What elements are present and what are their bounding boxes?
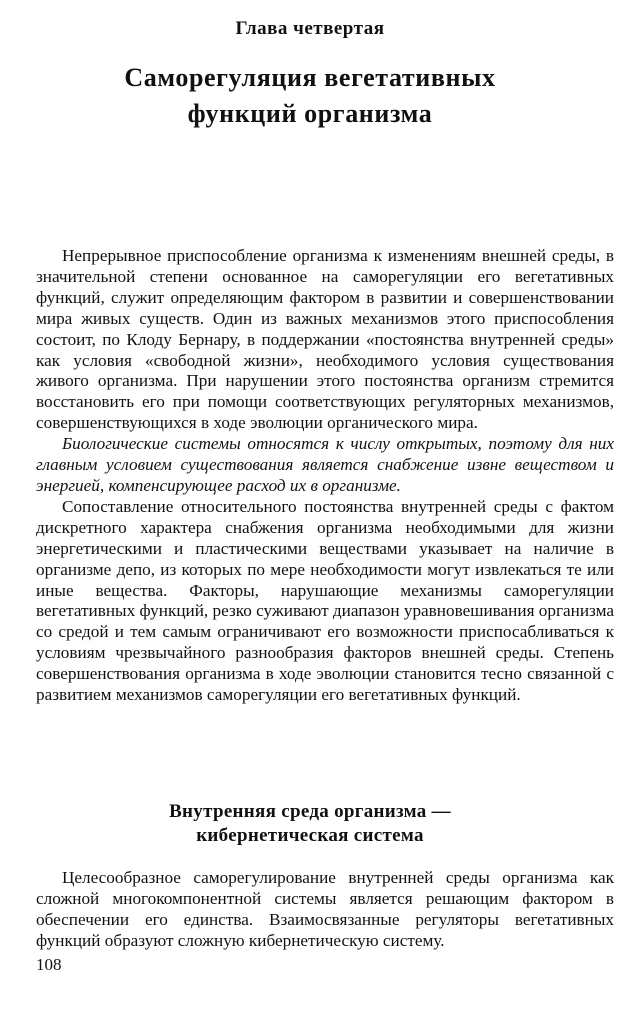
chapter-title-line-1: Саморегуляция вегетативных — [124, 63, 496, 92]
chapter-title — [0, 60, 620, 132]
paragraph-comparison: Сопоставление относительного постоянства внутренней среды с фактом дискретного характера снабжения организма необходимыми для жизни энергетическими и пластическими веществами указывает на наличие в организме депо, из которых по мере необходимости могут извлекаться те или иные вещества. Факторы, нарушающие механизмы саморегуляции вегетативных функций, резко суживают диапазон уравновешивания организма со средой и тем самым ограничивают его возможности приспосабливаться к условиям чрезвычайного разнообразия факторов внешней среды. Степень совершенствования организма в ходе эволюции становится тесно связанной с развитием механизмов саморегуляции его вегетативных функций. — [36, 496, 614, 705]
chapter-label: Глава четвертая — [235, 18, 385, 39]
chapter-body — [36, 246, 614, 706]
section-body — [36, 868, 614, 952]
section-heading — [0, 800, 620, 848]
section-heading-line-1: Внутренняя среда организма — — [169, 801, 451, 822]
paragraph-italic-note: Биологические системы относятся к числу открытых, поэтому для них главным условием существования является снабжение извне веществом и энергией, компенсирующее расход их в организме. — [36, 434, 614, 495]
page-number: 108 — [36, 955, 62, 974]
paragraph-intro: Непрерывное приспособление организма к изменениям внешней среды, в значительной степени основанное на саморегуляции его вегетативных функций, служит определяющим фактором в развитии и совершенствовании мира живых существ. Один из важных механизмов этого приспособления состоит, по Клоду Бернару, в поддержании «постоянства внутренней среды» как условия «свободной жизни», необходимого условия существования живого организма. При нарушении этого постоянства организм стремится восстановить его при помощи соответствующих регуляторных механизмов, совершенствующихся в ходе эволюции органического мира. — [36, 246, 614, 433]
chapter-title-line-2: функций организма — [187, 99, 433, 128]
section-heading-line-2: кибернетическая система — [196, 825, 424, 846]
paragraph-section: Целесообразное саморегулирование внутренней среды организма как сложной многокомпонентной системы является решающим фактором в обеспечении его единства. Взаимосвязанные регуляторы вегетативных функций образуют сложную кибернетическую систему. — [36, 868, 614, 950]
